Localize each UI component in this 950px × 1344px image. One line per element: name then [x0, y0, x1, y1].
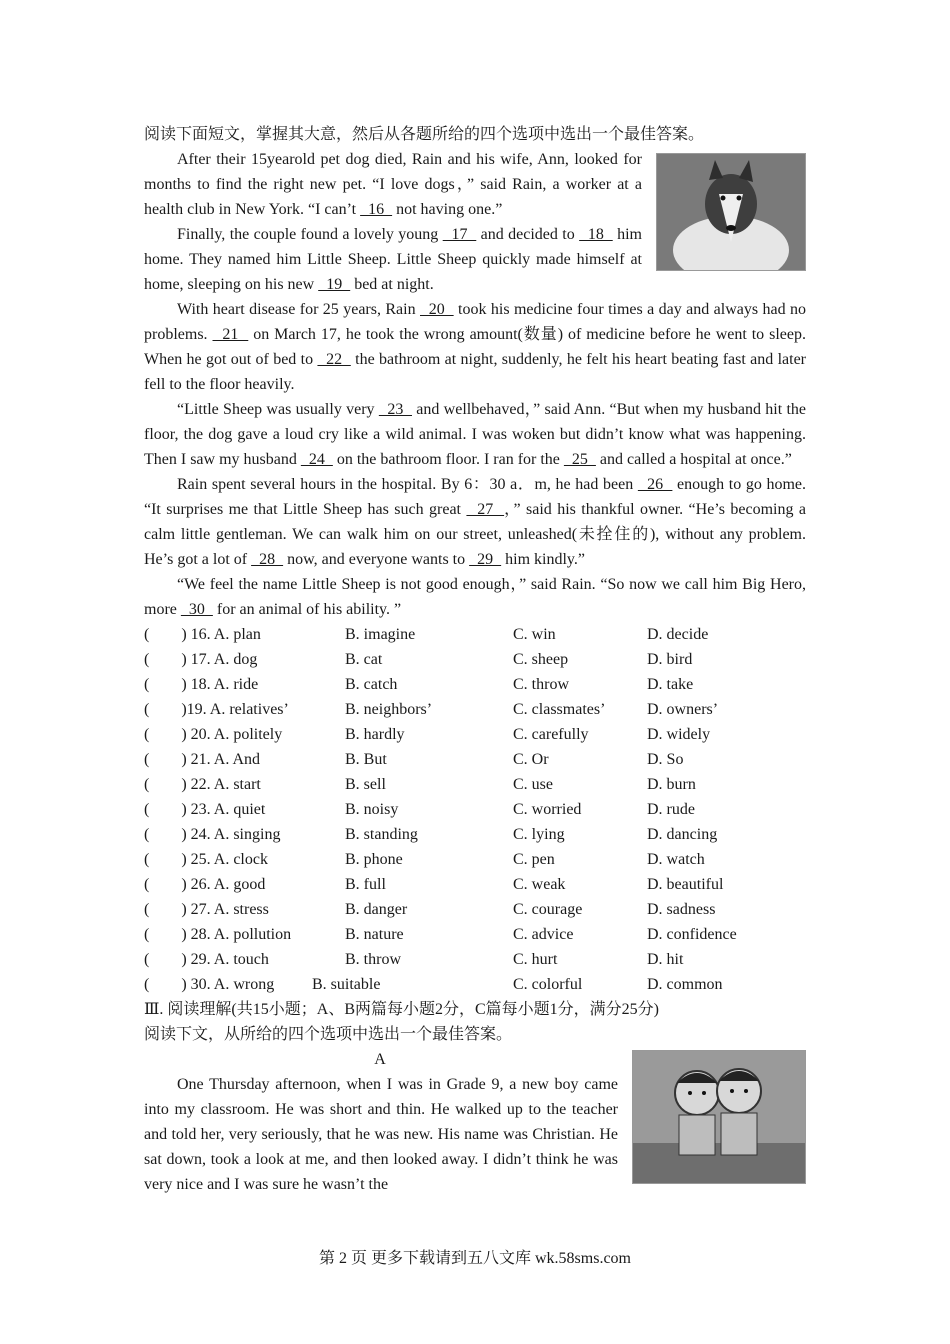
- question-row: [144, 897, 806, 922]
- question-stem: ( ) 18. A. ride: [144, 676, 259, 693]
- answer-blank: 28: [251, 551, 284, 568]
- option-d: D. owners’: [647, 701, 719, 718]
- question-stem: ( ) 20. A. politely: [144, 726, 283, 743]
- option-c: C. classmates’: [513, 701, 606, 718]
- passage-text: bed at night.: [350, 276, 434, 293]
- passage-text: for an animal of his ability. ”: [212, 601, 402, 618]
- passage-text: enough to go home. “It surprises me that Little Sheep has such great: [144, 476, 807, 518]
- section-3-title: Ⅲ. 阅读理解(共15小题；A、B两篇每小题2分，C篇每小题1分，满分25分): [144, 1001, 659, 1018]
- passage-text: With heart disease for 25 years, Rain: [177, 301, 420, 318]
- option-d: D. bird: [647, 651, 693, 668]
- question-list: [144, 622, 806, 997]
- passage-a-label: A: [374, 1051, 386, 1068]
- question-stem: ( ) 27. A. stress: [144, 901, 269, 918]
- option-c: C. win: [513, 626, 556, 643]
- option-b: B. neighbors’: [345, 701, 433, 718]
- option-c: C. advice: [513, 926, 574, 943]
- passage-a-text: One Thursday afternoon, when I was in Grade 9, a new boy came into my classroom. He was short and thin. He walked up to the teacher and told her, very seriously, that he was new. His name was Christian. He sat down, took a look at me, and then looked away. I didn’t think he was very nice and I was sure he wasn’t the: [144, 1076, 618, 1193]
- question-row: [144, 722, 806, 747]
- passage-text: not having one.”: [392, 201, 503, 218]
- option-c: C. use: [513, 776, 553, 793]
- passage-text: him home. They named him Little Sheep. Little Sheep quickly made himself at home, sleeping on his new: [144, 226, 643, 293]
- question-row: [144, 822, 806, 847]
- answer-blank: 27: [466, 501, 505, 518]
- option-b: B. catch: [345, 676, 398, 693]
- passage-text: After their 15yearold pet dog died, Rain and his wife, Ann, looked for months to find the right new pet. “I love dogs，” said Rain, a worker at a health club in New York. “I can’t: [144, 151, 642, 218]
- answer-blank: 19: [318, 276, 351, 293]
- passage-paragraph: [144, 297, 806, 397]
- answer-blank: 23: [378, 401, 412, 418]
- option-c: C. courage: [513, 901, 583, 918]
- option-d: D. beautiful: [647, 876, 724, 893]
- question-stem: ( ) 21. A. And: [144, 751, 261, 768]
- question-row: [144, 872, 806, 897]
- passage-text: “Little Sheep was usually very: [177, 401, 379, 418]
- passage-text: him kindly.”: [501, 551, 585, 568]
- option-b: B. imagine: [345, 626, 416, 643]
- passage-text: and decided to: [476, 226, 580, 243]
- question-stem: ( ) 30. A. wrong: [144, 976, 275, 993]
- question-stem: ( ) 22. A. start: [144, 776, 261, 793]
- question-stem: ( ) 28. A. pollution: [144, 926, 292, 943]
- question-row: [144, 622, 806, 647]
- option-b: B. sell: [345, 776, 386, 793]
- passage-text: and wellbehaved，” said Ann. “But when my husband hit the floor, the dog gave a loud cry like a wild animal. I was woken but didn’t know what was happening. Then I saw my husband: [144, 401, 807, 468]
- option-c: C. worried: [513, 801, 582, 818]
- option-c: C. throw: [513, 676, 569, 693]
- question-row: [144, 672, 806, 697]
- passage-text: on the bathroom floor. I ran for the: [332, 451, 564, 468]
- answer-blank: 21: [212, 326, 249, 343]
- option-d: D. sadness: [647, 901, 716, 918]
- option-b: B. But: [345, 751, 387, 768]
- question-stem: ( ) 16. A. plan: [144, 626, 261, 643]
- passage-text: the bathroom at night, suddenly, he felt his heart beating fast and later fell to the floor heavily.: [144, 351, 807, 393]
- answer-blank: 17: [442, 226, 477, 243]
- collie-dog-image: [657, 154, 805, 270]
- option-b: B. noisy: [345, 801, 399, 818]
- option-c: C. colorful: [513, 976, 583, 993]
- option-c: C. sheep: [513, 651, 569, 668]
- passage-text: on March 17, he took the wrong amount(数量) of medicine before he went to sleep. When he got out of bed to: [144, 326, 807, 368]
- option-c: C. pen: [513, 851, 555, 868]
- question-row: [144, 922, 806, 947]
- question-row: [144, 772, 806, 797]
- passage-paragraph: [144, 397, 806, 472]
- option-d: D. common: [647, 976, 723, 993]
- option-c: C. carefully: [513, 726, 589, 743]
- option-d: D. widely: [647, 726, 711, 743]
- option-b: B. full: [345, 876, 386, 893]
- instruction-reading: 阅读下文，从所给的四个选项中选出一个最佳答案。: [144, 1026, 513, 1043]
- option-b: B. hardly: [345, 726, 405, 743]
- answer-blank: 18: [579, 226, 613, 243]
- answer-blank: 24: [300, 451, 333, 468]
- passage-text: now, and everyone wants to: [283, 551, 470, 568]
- option-d: D. decide: [647, 626, 709, 643]
- question-stem: ( ) 25. A. clock: [144, 851, 268, 868]
- question-stem: ( ) 17. A. dog: [144, 651, 258, 668]
- option-b: B. standing: [345, 826, 418, 843]
- question-stem: ( ) 29. A. touch: [144, 951, 269, 968]
- question-row: [144, 972, 806, 997]
- answer-blank: 20: [420, 301, 454, 318]
- passage-text: ，” said his thankful owner. “He’s becoming a calm little gentleman. We can walk him on our street, unleashed(未拴住的), without any problem. He’s got a lot of: [144, 501, 807, 568]
- option-d: D. hit: [647, 951, 684, 968]
- option-b: B. throw: [345, 951, 401, 968]
- option-d: D. burn: [647, 776, 696, 793]
- option-b: B. phone: [345, 851, 403, 868]
- option-c: C. Or: [513, 751, 549, 768]
- question-stem: ( ) 24. A. singing: [144, 826, 281, 843]
- option-d: D. dancing: [647, 826, 718, 843]
- question-stem: ( ) 26. A. good: [144, 876, 266, 893]
- kids-photo: [632, 1050, 806, 1184]
- passage-text: took his medicine four times a day and always had no problems.: [144, 301, 806, 343]
- passage-text: “We feel the name Little Sheep is not good enough，” said Rain. “So now we call him Big Hero, more: [144, 576, 806, 618]
- answer-blank: 25: [563, 451, 596, 468]
- answer-blank: 22: [317, 351, 351, 368]
- answer-blank: 29: [469, 551, 502, 568]
- question-row: [144, 647, 806, 672]
- option-b: B. cat: [345, 651, 383, 668]
- option-d: D. watch: [647, 851, 705, 868]
- question-row: [144, 747, 806, 772]
- option-d: D. rude: [647, 801, 695, 818]
- passage-paragraph: [144, 572, 806, 622]
- question-stem: ( ) 23. A. quiet: [144, 801, 266, 818]
- two-boys-image: [633, 1051, 805, 1183]
- option-d: D. So: [647, 751, 684, 768]
- question-row: [144, 947, 806, 972]
- instruction-cloze: 阅读下面短文，掌握其大意，然后从各题所给的四个选项中选出一个最佳答案。: [144, 126, 705, 143]
- option-b: B. suitable: [312, 976, 381, 993]
- answer-blank: 26: [637, 476, 673, 493]
- option-d: D. take: [647, 676, 694, 693]
- question-row: [144, 797, 806, 822]
- page-footer: 第 2 页 更多下载请到五八文库 wk.58sms.com: [318, 1250, 631, 1267]
- question-row: [144, 697, 806, 722]
- option-c: C. hurt: [513, 951, 558, 968]
- option-c: C. lying: [513, 826, 565, 843]
- option-b: B. danger: [345, 901, 408, 918]
- option-c: C. weak: [513, 876, 566, 893]
- answer-blank: 16: [360, 201, 393, 218]
- option-b: B. nature: [345, 926, 404, 943]
- dog-photo: [656, 153, 806, 271]
- passage-text: and called a hospital at once.”: [595, 451, 792, 468]
- option-d: D. confidence: [647, 926, 737, 943]
- passage-text: Rain spent several hours in the hospital. By 6：30 a．m, he had been: [177, 476, 638, 493]
- question-stem: ( )19. A. relatives’: [144, 701, 289, 718]
- document-page: [144, 122, 806, 1197]
- passage-text: Finally, the couple found a lovely young: [177, 226, 443, 243]
- question-row: [144, 847, 806, 872]
- passage-paragraph: [144, 472, 806, 572]
- answer-blank: 30: [180, 601, 213, 618]
